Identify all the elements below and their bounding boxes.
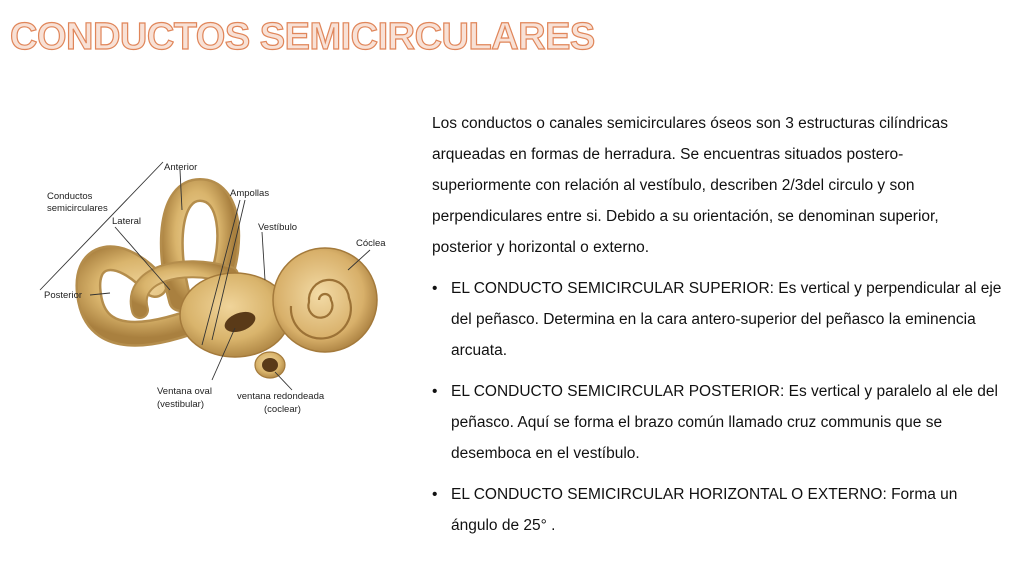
label-ampollas: Ampollas bbox=[230, 188, 270, 199]
label-vestibulo: Vestíbulo bbox=[258, 222, 298, 233]
bullet-text-horizontal: EL CONDUCTO SEMICIRCULAR HORIZONTAL O EXTERNO: Forma un ángulo de 25° . bbox=[451, 486, 958, 534]
label-coclea: Cóclea bbox=[356, 238, 386, 249]
label-lateral: Lateral bbox=[112, 216, 142, 227]
list-item bbox=[432, 479, 1002, 541]
label-ventana-oval-line1: Ventana oval bbox=[157, 386, 212, 397]
intro-paragraph: Los conductos o canales semicirculares óseos son 3 estructuras cilíndricas arqueadas en formas de herradura. Se encuentras situados postero-superiormente con relación al vestíbulo, describen 2/3del circulo y son perpendiculares entre si. Debido a su orientación, se denominan superior, posterior y horizontal o externo. bbox=[432, 115, 949, 256]
bullet-list bbox=[432, 273, 1002, 541]
label-ventana-redondeada-line2: (coclear) bbox=[264, 404, 301, 415]
bullet-text-superior: EL CONDUCTO SEMICIRCULAR SUPERIOR: Es vertical y perpendicular al eje del peñasco. Determina en la cara antero-superior del peñasco la eminencia arcuata. bbox=[451, 280, 1002, 359]
cochlea bbox=[273, 248, 377, 352]
bullet-text-posterior: EL CONDUCTO SEMICIRCULAR POSTERIOR: Es vertical y paralelo al ele del peñasco. Aquí se forma el brazo común llamado cruz communis que se desemboca en el vestíbulo. bbox=[451, 383, 998, 462]
label-ventana-redondeada-line1: ventana redondeada bbox=[237, 391, 325, 402]
body-text bbox=[432, 108, 1002, 551]
list-item bbox=[432, 273, 1002, 366]
list-item bbox=[432, 376, 1002, 469]
bullet-marker: • bbox=[432, 486, 438, 503]
inner-ear-figure bbox=[30, 150, 400, 430]
label-anterior: Anterior bbox=[164, 162, 198, 173]
bullet-marker: • bbox=[432, 383, 438, 400]
label-conductos-line2: semicirculares bbox=[47, 203, 108, 214]
label-conductos-line1: Conductos bbox=[47, 191, 93, 202]
label-posterior: Posterior bbox=[44, 290, 83, 301]
page-title: CONDUCTOS SEMICIRCULARES bbox=[10, 16, 595, 58]
bullet-marker: • bbox=[432, 280, 438, 297]
label-ventana-oval-line2: (vestibular) bbox=[157, 399, 204, 410]
